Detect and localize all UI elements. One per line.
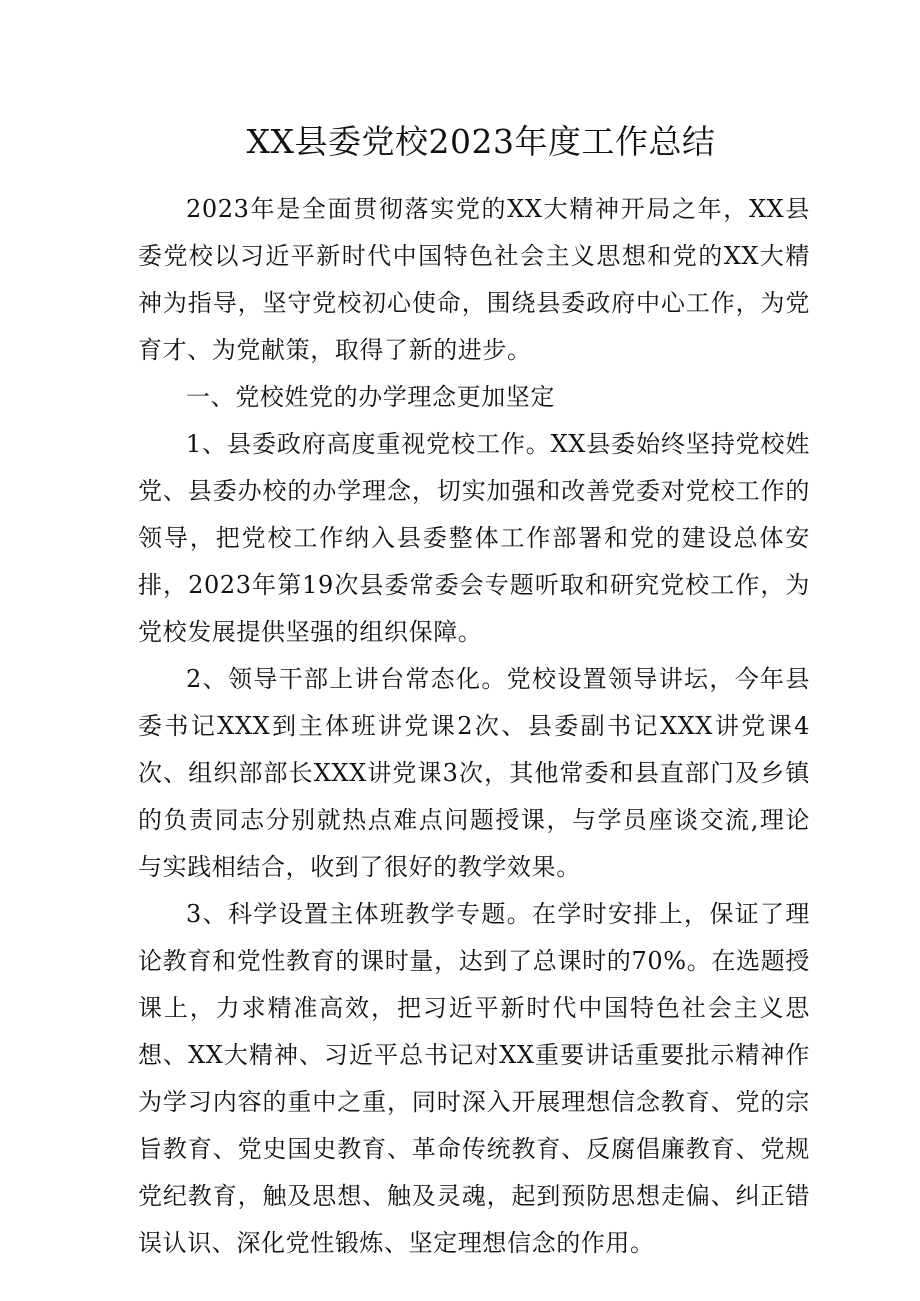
body-paragraph-3: 3、科学设置主体班教学专题。在学时安排上，保证了理论教育和党性教育的课时量，达到了总课时的70%。在选题授课上，力求精准高效，把习近平新时代中国特色社会主义思想、XX大精神、习近平总书记对XX重要讲话重要批示精神作为学习内容的重中之重，同时深入开展理想信念教育、党的宗旨教育、党史国史教育、革命传统教育、反腐倡廉教育、党规党纪教育，触及思想、触及灵魂，起到预防思想走偏、纠正错误认识、深化党性锻炼、坚定理想信念的作用。 [138, 900, 810, 1257]
document-title: XX县委党校2023年度工作总结 [246, 122, 716, 161]
body-paragraph-1: 1、县委政府高度重视党校工作。XX县委始终坚持党校姓党、县委办校的办学理念，切实加强和改善党委对党校工作的领导，把党校工作纳入县委整体工作部署和党的建设总体安排，2023年第19次县委常委会专题听取和研究党校工作，为党校发展提供坚强的组织保障。 [138, 430, 810, 646]
body-paragraph-2: 2、领导干部上讲台常态化。党校设置领导讲坛，今年县委书记XXX到主体班讲党课2次、县委副书记XXX讲党课4次、组织部部长XXX讲党课3次，其他常委和县直部门及乡镇的负责同志分别就热点难点问题授课，与学员座谈交流,理论与实践相结合，收到了很好的教学效果。 [138, 665, 810, 881]
intro-paragraph: 2023年是全面贯彻落实党的XX大精神开局之年，XX县委党校以习近平新时代中国特色社会主义思想和党的XX大精神为指导，坚守党校初心使命，围绕县委政府中心工作，为党育才、为党献策，取得了新的进步。 [138, 195, 810, 364]
section-heading: 一、党校姓党的办学理念更加坚定 [186, 383, 555, 411]
